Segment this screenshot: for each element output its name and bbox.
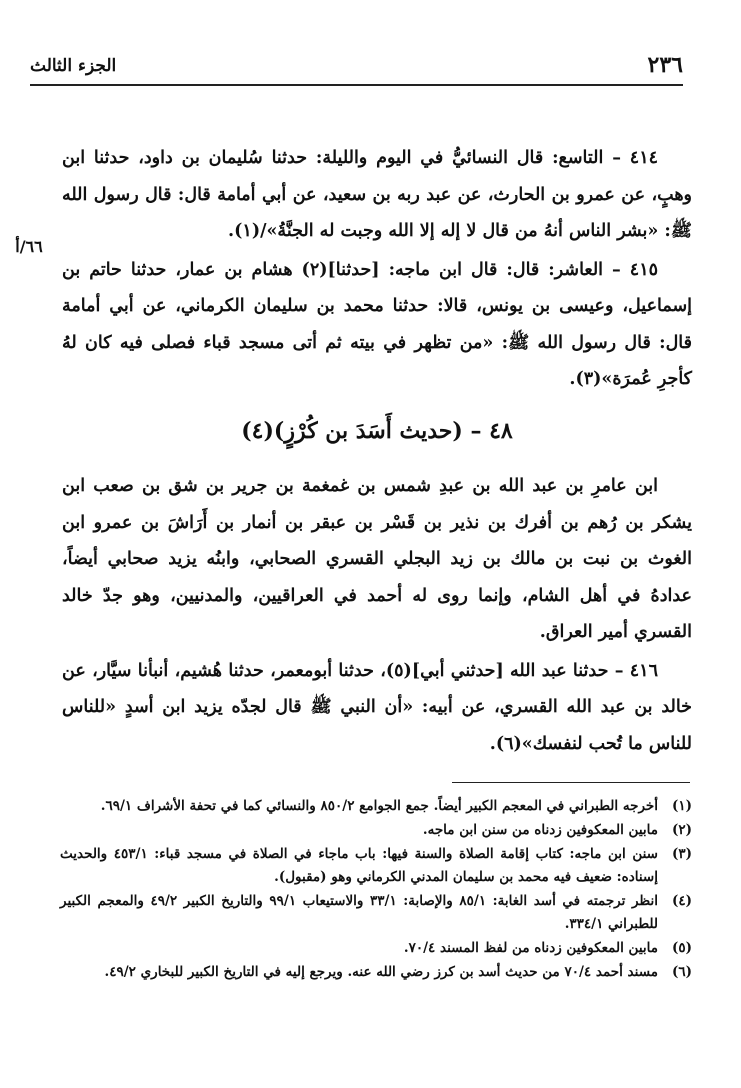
footnote-number: (٣) [671,846,692,862]
footnote-text: سنن ابن ماجه: كتاب إقامة الصلاة والسنة فيها: باب ماجاء في الصلاة في مسجد قباء: ٤٥٣/١ والحديث إسناده: ضعيف فيه محمد بن سليمان المدني الكرماني وهو (مقبول). [60,846,658,885]
footnote-text: انظر ترجمته في أسد الغابة: ٨٥/١ والإصابة: ٣٣/١ والاستيعاب ٩٩/١ والتاريخ الكبير ٤٩/٢ والمعجم الكبير للطبراني ٣٣٤/١. [60,893,658,932]
footnote [60,890,692,936]
paragraph-416: ٤١٦ – حدثنا عبد الله [حدثني أبي](٥)، حدثنا أبومعمر، حدثنا هُشيم، أنبأنا سيَّار، عن خالد بن عبد الله القسري، عن أبيه: «أن النبي ﷺ قال لجدّه يزيد ابن أسدٍ «للناس للناس ما تُحب لنفسك»(٦). [62,660,692,754]
footnote [60,795,692,818]
section-heading: ٤٨ – (حديث أَسَدَ بن كُرْزٍ)(٤) [241,418,513,444]
footnote-number: (٢) [671,822,692,838]
footnote-text: أخرجه الطبراني في المعجم الكبير أيضاً. جمع الجوامع ٨٥٠/٢ والنسائي كما في تحفة الأشراف ٦٩/١. [100,798,658,814]
paragraph-415: ٤١٥ – العاشر: قال: قال ابن ماجه: [حدثنا](٢) هشام بن عمار، حدثنا حاتم بن إسماعيل، وعيسى بن يونس، قالا: حدثنا محمد بن سليمان الكرماني، عن أبي أمامة قال: قال رسول الله ﷺ: «من تظهر في بيته ثم أتى مسجد قباء فصلى فيه كان لهُ كأجرِ عُمرَة»(٣). [62,259,692,389]
main-text-block-2 [62,468,692,762]
footnote-number: (٦) [671,964,692,980]
paragraph-414: ٤١٤ – التاسع: قال النسائيُّ في اليوم والليلة: حدثنا سُليمان بن داود، حدثنا ابن وهبٍ، عن عمرو بن الحارث، عن عبد ربه بن سعيد، عن أبي أمامة قال: قال رسول الله ﷺ: «بشر الناس أنهُ من قال لا إله إلا الله وجبت له الجنَّةُ»/(١). [62,148,692,241]
footnote-separator [452,782,690,783]
footnote-number: (١) [671,798,692,814]
footnote-number: (٤) [671,893,692,909]
footnote-number: (٥) [671,940,692,956]
footnotes [60,795,692,985]
page-header [30,50,683,86]
manuscript-folio-marker: ٦٦/أ [15,237,43,256]
page-number: ٢٣٦ [647,52,683,78]
footnote [60,819,692,842]
footnote-text: مسند أحمد ٧٠/٤ من حديث أسد بن كرز رضي الله عنه. ويرجع إليه في التاريخ الكبير للبخاري ٤٩/٢. [104,964,658,980]
main-text-block-1 [62,140,692,398]
running-title: الجزء الثالث [30,56,117,76]
paragraph-genealogy: ابن عامرِ بن عبد الله بن عبدِ شمس بن غمغمة بن جرير بن شق بن صعب ابن يشكر بن رُهم بن أفرك بن نذير بن قَسْر بن عبقر بن أنمار بن أَرَاشَ بن عمرو ابن الغوث بن نبت بن مالك بن زيد البجلي القسري الصحابي، وابنُه يزيد صحابي أيضاً، عدادهُ في أهل الشام، وإنما روى له أحمد في العراقيين، والمدنيين، وهو جدّ خالد القسري أمير العراق. [62,476,692,642]
footnote [60,937,692,960]
footnote [60,843,692,889]
footnote [60,961,692,984]
footnote-text: مابين المعكوفين زدناه من لفظ المسند ٧٠/٤. [403,940,658,956]
footnote-text: مابين المعكوفين زدناه من سنن ابن ماجه. [422,822,658,838]
